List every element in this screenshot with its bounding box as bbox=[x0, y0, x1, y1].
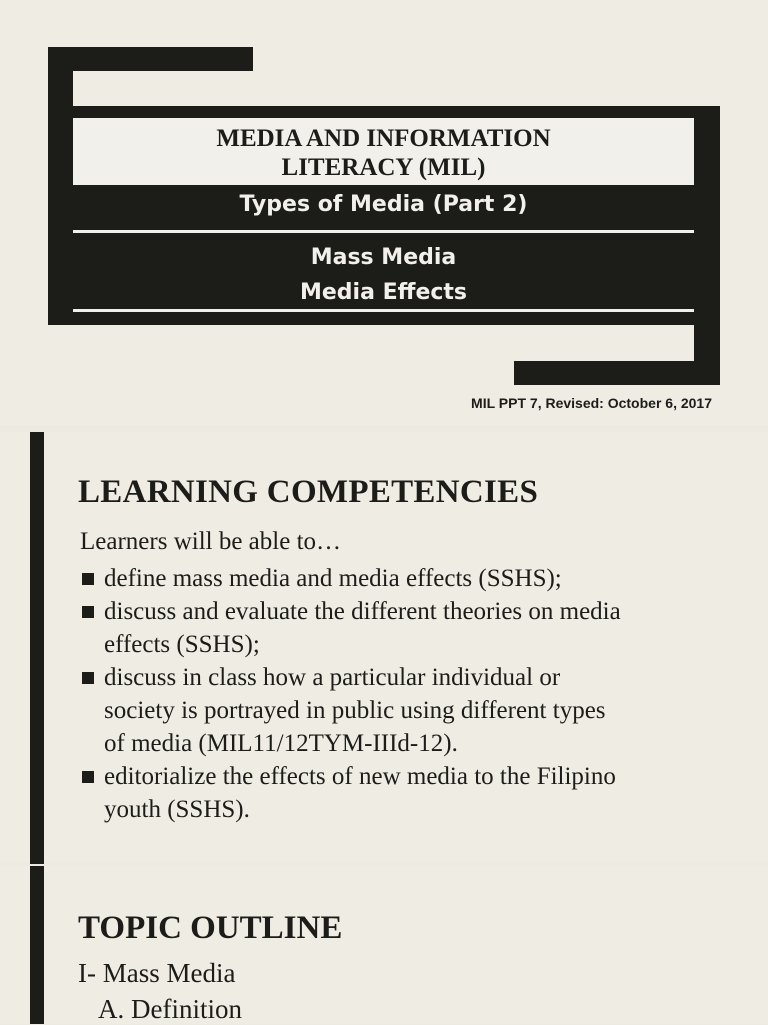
square-bullet-icon bbox=[82, 606, 94, 618]
outline-item: I- Mass Media bbox=[78, 958, 236, 988]
competency-list bbox=[80, 562, 720, 826]
outline-slide bbox=[0, 866, 768, 1024]
topic-item: Mass Media bbox=[310, 245, 457, 270]
competencies-slide bbox=[0, 432, 768, 862]
square-bullet-icon bbox=[82, 672, 94, 684]
list-item-text: discuss and evaluate the different theories on media bbox=[104, 598, 621, 625]
list-item bbox=[80, 661, 720, 760]
slide-title bbox=[73, 124, 694, 182]
section-heading: LEARNING COMPETENCIES bbox=[78, 474, 539, 510]
list-item bbox=[80, 562, 720, 595]
slide-title-line1: MEDIA AND INFORMATION bbox=[216, 125, 551, 152]
outline-subitem: A. Definition bbox=[98, 994, 242, 1024]
list-item-text: of media (MIL11/12TYM-IIId-12). bbox=[104, 730, 458, 757]
square-bullet-icon bbox=[82, 771, 94, 783]
divider-line bbox=[73, 230, 694, 233]
divider-line bbox=[73, 309, 694, 312]
decorative-frame-top bbox=[48, 106, 720, 118]
accent-bar bbox=[30, 432, 44, 864]
section-heading: TOPIC OUTLINE bbox=[78, 910, 343, 946]
accent-bar bbox=[30, 866, 44, 1024]
intro-text: Learners will be able to… bbox=[80, 528, 342, 555]
title-slide bbox=[0, 0, 768, 425]
topic-list bbox=[73, 240, 694, 310]
list-item bbox=[80, 595, 720, 661]
list-item-text: editorialize the effects of new media to the Filipino bbox=[104, 763, 616, 790]
decorative-bar-top bbox=[48, 47, 253, 71]
square-bullet-icon bbox=[82, 573, 94, 585]
decorative-bar-left bbox=[48, 47, 73, 325]
list-item bbox=[80, 760, 720, 826]
list-item-text: society is portrayed in public using different types bbox=[104, 697, 606, 724]
topic-item: Media Effects bbox=[299, 280, 468, 305]
revision-caption: MIL PPT 7, Revised: October 6, 2017 bbox=[471, 395, 712, 411]
slide-subtitle: Types of Media (Part 2) bbox=[239, 192, 528, 217]
list-item-text: effects (SSHS); bbox=[104, 631, 260, 658]
decorative-bar-right bbox=[694, 106, 720, 385]
list-item-text: define mass media and media effects (SSHS); bbox=[104, 565, 562, 592]
slide-title-line2: LITERACY (MIL) bbox=[281, 154, 486, 181]
decorative-bar-bottom bbox=[514, 361, 720, 385]
list-item-text: youth (SSHS). bbox=[104, 796, 250, 823]
list-item-text: discuss in class how a particular individual or bbox=[104, 664, 561, 691]
